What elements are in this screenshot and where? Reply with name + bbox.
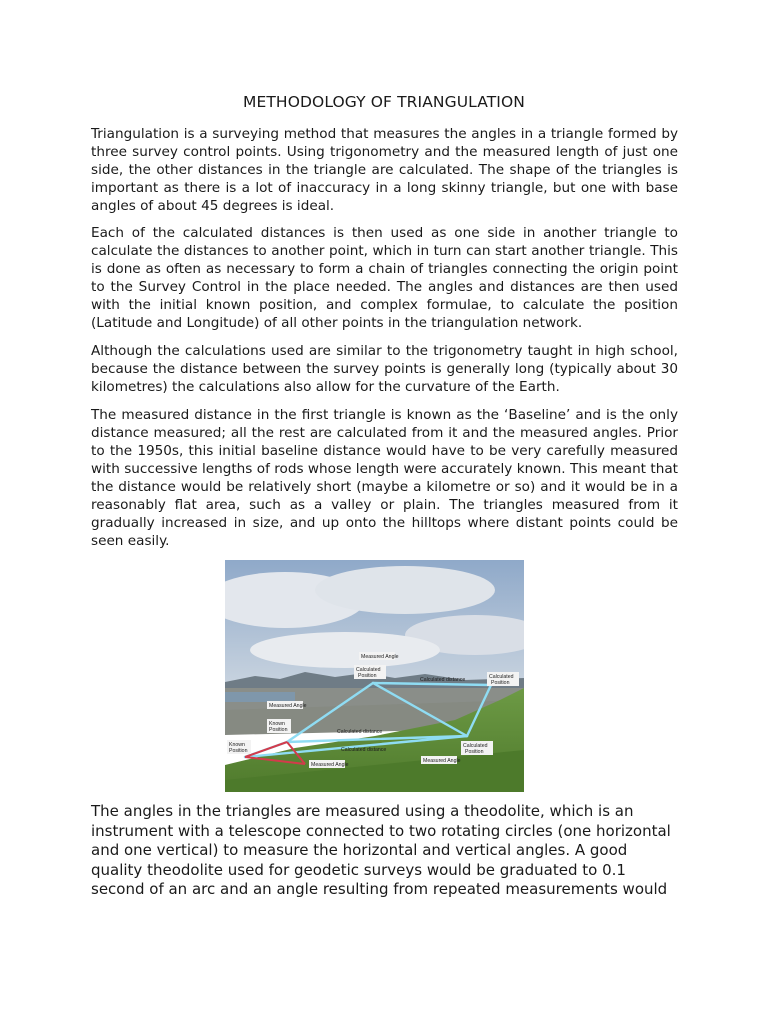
calculated-position-label-right: [487, 672, 519, 686]
svg-text:Measured Angle: Measured Angle: [311, 762, 349, 768]
svg-text:Measured Angle: Measured Angle: [269, 703, 307, 709]
known-position-label-left: [227, 740, 251, 754]
calculated-distance-label-top: [420, 677, 465, 683]
calculated-distance-label-bottom: [341, 747, 386, 753]
paragraph-2: Each of the calculated distances is then used as one side in another triangle to calculate the distances to another point, which in turn can start another triangle. This is done as often as necessary to form a chain of triangles connecting the origin point to the Survey Control in the place needed. The angles and distances are then used with the initial known position, and complex formulae, to calculate the position (Latitude and Longitude) of all other points in the triangulation network.: [91, 225, 678, 331]
svg-text:Calculated: Calculated: [489, 674, 514, 680]
paragraph-3: Although the calculations used are similar to the trigonometry taught in high school, because the distance between the survey points is generally long (typically about 30 kilometres) the calculations also allow for the curvature of the Earth.: [91, 343, 678, 395]
paragraph-5: The angles in the triangles are measured using a theodolite, which is an instrument with a telescope connected to two rotating circles (one horizontal and one vertical) to measure the horizontal and vertical angles. A good quality theodolite used for geodetic surveys would be graduated to 0.1 second of an arc and an angle resulting from repeated measurements would: [91, 802, 671, 899]
svg-text:Calculated distance: Calculated distance: [420, 677, 466, 683]
cloud: [250, 632, 440, 668]
cloud: [315, 566, 495, 614]
triangulation-photo: [225, 560, 524, 792]
calculated-position-label-top: [354, 665, 386, 679]
svg-text:Measured Angle: Measured Angle: [361, 654, 399, 660]
svg-text:Position: Position: [229, 748, 248, 754]
known-position-label-mid: [267, 719, 291, 733]
paragraph-4: The measured distance in the first triangle is known as the ‘Baseline’ and is the only distance measured; all the rest are calculated from it and the measured angles. Prior to the 1950s, this initial baseline distance would have to be very carefully measured with successive lengths of rods whose length were accurately known. This meant that the distance would be relatively short (maybe a kilometre or so) and it would be in a reasonably flat area, such as a valley or plain. The triangles measured from it gradually increased in size, and up onto the hilltops where distant points could be seen easily.: [91, 407, 678, 549]
svg-text:Known: Known: [269, 721, 285, 727]
measured-angle-label-left: [267, 701, 307, 709]
svg-text:Calculated distance: Calculated distance: [337, 729, 383, 735]
measured-angle-label-top: [359, 652, 399, 660]
svg-text:Position: Position: [269, 727, 288, 733]
svg-text:Position: Position: [465, 749, 484, 755]
svg-text:Known: Known: [229, 742, 245, 748]
calculated-distance-label-mid: [337, 729, 382, 735]
calculated-position-label-bottom: [461, 741, 493, 755]
paragraph-1: Triangulation is a surveying method that measures the angles in a triangle formed by three survey control points. Using trigonometry and the measured length of just one side, the other distances in the triangle are calculated. The shape of the triangles is important as there is a lot of inaccuracy in a long skinny triangle, but one with base angles of about 45 degrees is ideal.: [91, 126, 678, 214]
svg-text:Measured Angle: Measured Angle: [423, 758, 461, 764]
svg-text:Position: Position: [491, 680, 510, 686]
svg-text:Calculated: Calculated: [463, 743, 488, 749]
svg-text:Calculated distance: Calculated distance: [341, 747, 387, 753]
measured-angle-label-bottom-right: [421, 756, 461, 764]
harbour: [225, 692, 295, 702]
measured-angle-label-bottom-left: [309, 760, 349, 768]
svg-text:Calculated: Calculated: [356, 667, 381, 673]
svg-text:Position: Position: [358, 673, 377, 679]
page-title: METHODOLOGY OF TRIANGULATION: [243, 93, 525, 111]
